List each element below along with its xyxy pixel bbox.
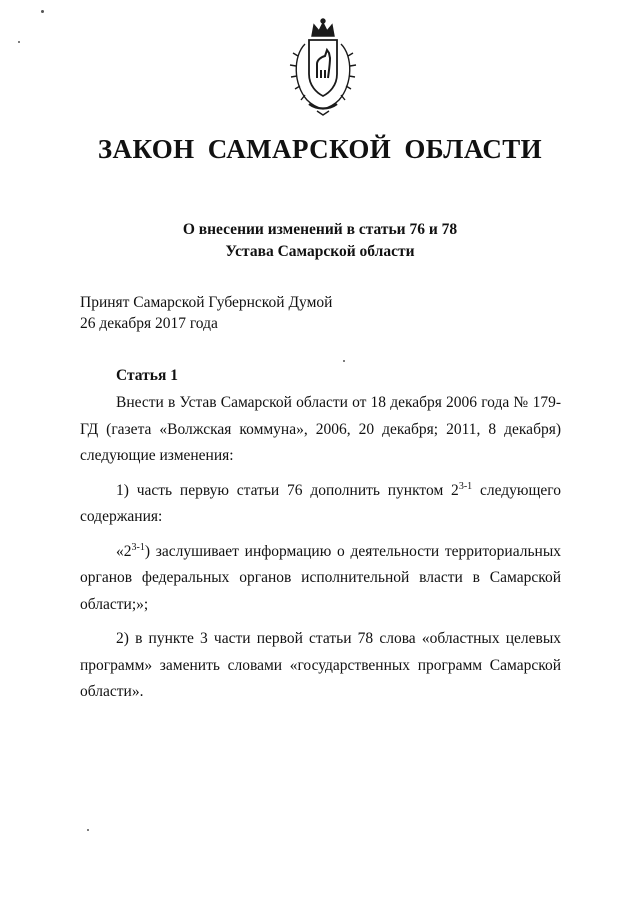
paragraph: Внести в Устав Самарской области от 18 декабря 2006 года № 179-ГД (газета «Волжская коммуна», 2006, 20 декабря; 2011, 8 декабря) следующие изменения: bbox=[80, 394, 561, 464]
adopted-by: Принят Самарской Губернской Думой bbox=[80, 294, 333, 311]
subject-line: Устава Самарской области bbox=[225, 243, 415, 260]
adopted-date: 26 декабря 2017 года bbox=[80, 315, 218, 332]
paragraph-text: ) заслушивает информацию о деятельности территориальных органов федеральных органов исполнительной власти в Самарской области;»; bbox=[80, 542, 561, 613]
scan-speck bbox=[343, 360, 345, 362]
scan-speck bbox=[18, 41, 20, 43]
paragraph-text: следующего содержания: bbox=[80, 481, 561, 525]
superscript: 3-1 bbox=[458, 480, 473, 492]
article-heading: Статья 1 bbox=[116, 367, 178, 384]
law-subject bbox=[0, 219, 640, 263]
paragraph bbox=[80, 539, 561, 619]
law-title: ЗАКОН САМАРСКОЙ ОБЛАСТИ bbox=[97, 134, 543, 164]
adoption-block bbox=[80, 292, 332, 334]
scan-speck bbox=[41, 10, 44, 13]
subject-line: О внесении изменений в статьи 76 и 78 bbox=[182, 221, 458, 238]
paragraph: 2) в пункте 3 части первой статьи 78 слова «областных целевых программ» заменить словами «государственных программ Самарской области». bbox=[80, 630, 561, 700]
paragraph-text: 1) часть первую статьи 76 дополнить пунктом 2 bbox=[116, 481, 459, 499]
paragraph-text: «2 bbox=[116, 542, 132, 560]
article-body bbox=[80, 390, 561, 706]
paragraph bbox=[80, 478, 561, 531]
scan-speck bbox=[87, 829, 89, 831]
superscript: 3-1 bbox=[131, 541, 145, 553]
coat-of-arms-icon bbox=[283, 16, 363, 116]
